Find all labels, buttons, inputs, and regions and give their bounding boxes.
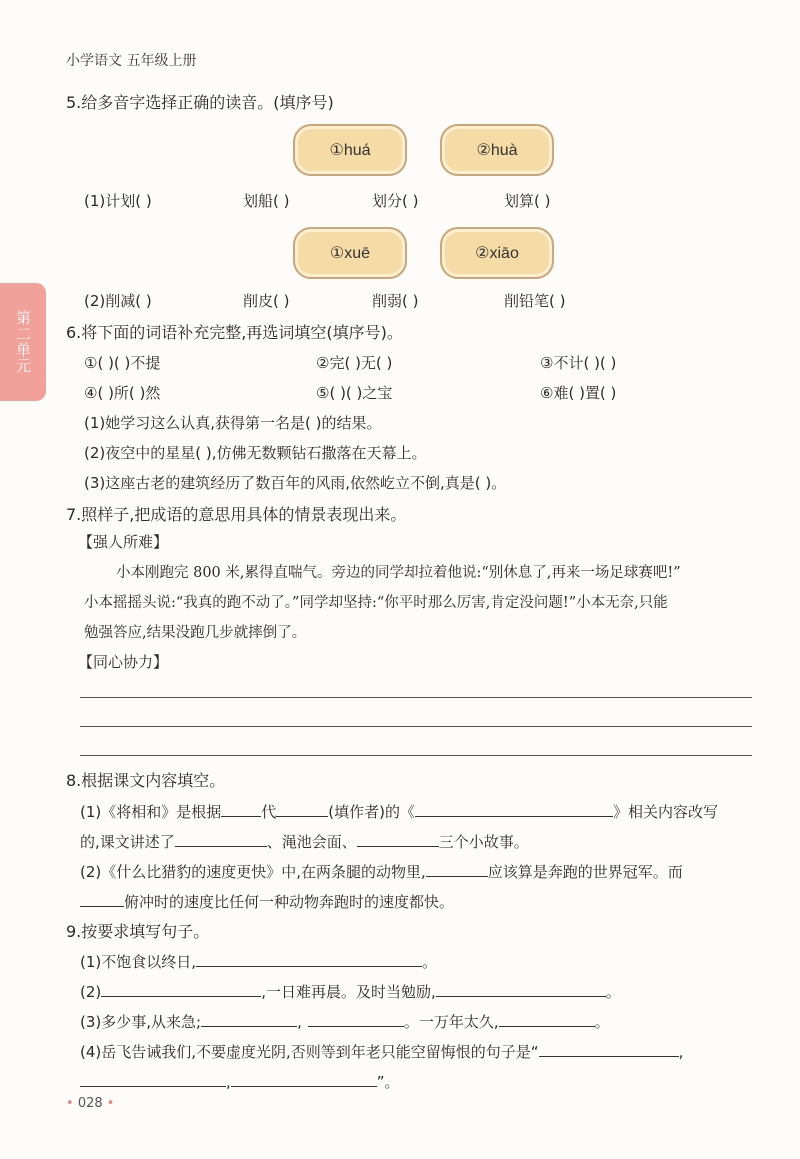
blank-poem-9[interactable] [231,1072,377,1087]
q9-line-5 [80,1071,400,1092]
dot-icon: • [106,1096,115,1111]
q9-text: (3)多少事,从来急; [80,1013,202,1031]
blank-poem-2[interactable] [101,982,261,997]
q9-text: (1)不饱食以终日, [80,953,197,971]
q5-row1-item2: 划船( ) [243,192,290,210]
blank-poem-4[interactable] [201,1012,297,1027]
q5-row2-item4: 削铅笔( ) [504,292,566,310]
answer-line-3[interactable] [80,755,752,756]
answer-line-1[interactable] [80,697,752,698]
q9-text: 。 [422,953,438,971]
blank-animal-2[interactable] [80,892,124,907]
q9-title: 9.按要求填写句子。 [66,922,210,941]
blank-poem-3[interactable] [436,982,606,997]
q6-item-2: ②完( )无( ) [316,354,393,372]
q8-line-3 [80,861,683,882]
q7-story-line-2: 小本摇摇头说:“我真的跑不动了。”同学却坚持:“你平时那么厉害,肯定没问题!”小本无奈,只能 [84,595,668,611]
q9-text: ”。 [376,1073,400,1091]
q5-row1-item1: (1)计划( ) [84,192,152,210]
q7-story-line-3: 勉强答应,结果没跑几步就摔倒了。 [84,625,307,641]
q9-text: , [297,1013,302,1031]
q9-line-3 [80,1011,610,1032]
q5-row2-item2: 削皮( ) [243,292,290,310]
blank-poem-7[interactable] [539,1042,679,1057]
q6-item-1: ①( )( )不提 [84,354,161,372]
blank-dynasty[interactable] [221,802,261,817]
q8-line-2 [80,831,529,852]
q9-text: (2) [80,983,102,1001]
q7-story-line-1: 小本刚跑完 800 米,累得直喘气。旁边的同学却拉着他说:“别休息了,再来一场足球赛吧!” [116,565,681,581]
q8-text: 俯冲时的速度比任何一种动物奔跑时的速度都快。 [124,893,455,911]
q8-line-1 [80,801,718,822]
blank-story-1[interactable] [175,832,267,847]
unit-side-tab: 第二单元 [0,283,46,401]
q8-text: 应该算是奔跑的世界冠军。而 [487,863,683,881]
q9-text: 。 [605,983,621,1001]
q6-sentence-3: (3)这座古老的建筑经历了数百年的风雨,依然屹立不倒,真是( )。 [84,474,507,492]
blank-story-3[interactable] [357,832,439,847]
q9-line-2 [80,981,621,1002]
q8-text: 代 [261,803,277,821]
pinyin-option-2: ②huà [440,124,554,176]
blank-poem-8[interactable] [80,1072,226,1087]
blank-poem-1[interactable] [196,952,422,967]
q6-item-3: ③不计( )( ) [540,354,617,372]
q7-title: 7.照样子,把成语的意思用具体的情景表现出来。 [66,505,407,524]
pinyin-option-1: ①huá [293,124,407,176]
q8-line-4 [80,891,454,912]
q9-text: 。 [594,1013,610,1031]
q9-line-1 [80,951,437,972]
q6-title: 6.将下面的词语补充完整,再选词填空(填序号)。 [66,323,403,342]
q8-text: (2)《什么比猎豹的速度更快》中,在两条腿的动物里, [80,863,426,881]
q8-text: 三个小故事。 [438,833,529,851]
q6-sentence-2: (2)夜空中的星星( ),仿佛无数颗钻石撒落在天幕上。 [84,444,427,462]
blank-animal-1[interactable] [426,862,488,877]
q5-row2-item1: (2)削减( ) [84,292,152,310]
q8-text: (1)《将相和》是根据 [80,803,222,821]
q8-text: 的,课文讲述了 [80,833,175,851]
q6-sentence-1: (1)她学习这么认真,获得第一名是( )的结果。 [84,414,382,432]
dot-icon: • [66,1096,74,1111]
q6-item-6: ⑥难( )置( ) [540,384,617,402]
pinyin-option-4: ②xiāo [440,227,554,279]
blank-author[interactable] [276,802,328,817]
q5-row1-item3: 划分( ) [372,192,419,210]
q9-text: 。一万年太久, [403,1013,499,1031]
q9-line-4 [80,1041,683,1062]
blank-book[interactable] [415,802,613,817]
blank-poem-6[interactable] [499,1012,595,1027]
q8-text: (填作者)的《 [328,803,415,821]
pinyin-option-3: ①xuē [293,227,407,279]
answer-line-2[interactable] [80,726,752,727]
blank-poem-5[interactable] [308,1012,404,1027]
q8-text: 》相关内容改写 [612,803,718,821]
q5-row1-item4: 划算( ) [504,192,551,210]
page-header: 小学语文 五年级上册 [66,53,197,69]
q8-text: 、渑池会面、 [266,833,357,851]
q9-text: , [226,1073,231,1091]
q9-text: ,一日难再晨。及时当勉励, [261,983,436,1001]
page-number [66,1096,114,1111]
page-number-value: 028 [77,1096,103,1111]
q8-title: 8.根据课文内容填空。 [66,771,226,790]
q5-row2-item3: 削弱( ) [372,292,419,310]
q9-text: (4)岳飞告诫我们,不要虚度光阴,否则等到年老只能空留悔恨的句子是“ [80,1043,539,1061]
q6-item-4: ④( )所( )然 [84,384,161,402]
q6-item-5: ⑤( )( )之宝 [316,384,393,402]
q5-title: 5.给多音字选择正确的读音。(填序号) [66,93,334,112]
q7-label-1: 【强人所难】 [78,533,169,551]
q7-label-2: 【同心协力】 [78,653,169,671]
q9-text: , [678,1043,684,1061]
